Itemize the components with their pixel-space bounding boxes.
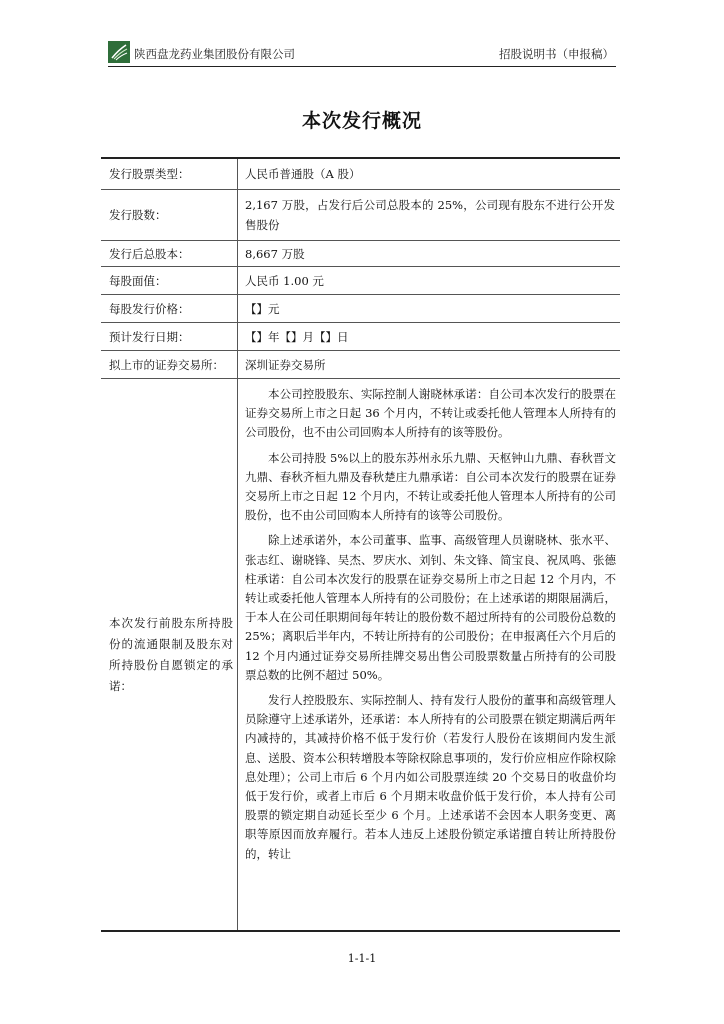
row-label: 预计发行日期：	[109, 329, 190, 344]
company-logo-icon	[108, 41, 130, 63]
offering-summary-table	[101, 157, 620, 932]
row-value: 人民币普通股（A 股）	[245, 167, 361, 181]
commitment-paragraph: 本公司控股股东、实际控制人谢晓林承诺：自公司本次发行的股票在证券交易所上市之日起 36 个月内，不转让或委托他人管理本人所持有的公司股份，也不由公司回购本人所持有的该等股份。	[245, 387, 616, 440]
row-value: 2,167 万股，占发行后公司总股本的 25%，公司现有股东不进行公开发售股份	[245, 198, 615, 232]
page-number: 1-1-1	[347, 952, 377, 965]
row-label: 发行后总股本：	[109, 246, 190, 261]
lockup-row	[101, 379, 620, 931]
row-value: 深圳证券交易所	[245, 357, 326, 372]
row-value: 【】元	[245, 301, 280, 316]
table-row	[101, 241, 620, 267]
table-row	[101, 267, 620, 295]
lockup-commitments	[245, 385, 616, 870]
table-row	[101, 351, 620, 379]
page-header	[108, 38, 616, 67]
lockup-label: 本次发行前股东所持股份的流通限制及股东对所持股份自愿锁定的承诺：	[109, 616, 233, 693]
commitment-paragraph: 本公司持股 5%以上的股东苏州永乐九鼎、天枢钟山九鼎、春秋晋文九鼎、春秋齐桓九鼎及春秋楚庄九鼎承诺：自公司本次发行的股票在证券交易所上市之日起 12 个月内，不转让或委托他人管理本人所持有的公司股份，也不由公司回购本人所持有的该等公司股份。	[245, 450, 616, 523]
page-title: 本次发行概况	[301, 110, 422, 132]
commitment-paragraph: 除上述承诺外，本公司董事、监事、高级管理人员谢晓林、张水平、张志红、谢晓锋、吴杰、罗庆水、刘钊、朱文锋、简宝良、祝凤鸣、张德柱承诺：自公司本次发行的股票在证券交易所上市之日起 12 个月内，不转让或委托他人管理本人所持有的公司股份；在上述承诺的期限届满后，于本人在公司任职期间每年转让的股份数不超过所持有的公司股份总数的 25%；离职后半年内，不转让所持有的公司股份；在申报离任六个月后的 12 个月内通过证券交易所挂牌交易出售公司股票数量占所持有的公司股票总数的比例不超过 50%。	[245, 533, 616, 682]
table-row	[101, 323, 620, 351]
table-row	[101, 295, 620, 323]
row-label: 发行股票类型：	[109, 167, 190, 181]
row-value: 8,667 万股	[245, 246, 305, 261]
table-row	[101, 190, 620, 241]
document-type: 招股说明书（申报稿）	[499, 47, 614, 61]
row-label: 每股发行价格：	[109, 301, 190, 316]
row-label: 每股面值：	[109, 273, 167, 288]
table-row	[101, 159, 620, 190]
commitment-paragraph: 发行人控股股东、实际控制人、持有发行人股份的董事和高级管理人员除遵守上述承诺外，还承诺：本人所持有的公司股票在锁定期满后两年内减持的，其减持价格不低于发行价（若发行人股份在该期间内发生派息、送股、资本公积转增股本等除权除息事项的，发行价应相应作除权除息处理）；公司上市后 6 个月内如公司股票连续 20 个交易日的收盘价均低于发行价，或者上市后 6 个月期末收盘价低于发行价，本人持有公司股票的锁定期自动延长至少 6 个月。上述承诺不会因本人职务变更、离职等原因而放弃履行。若本人违反上述股份锁定承诺擅自转让所持股份的，转让	[245, 693, 616, 861]
row-value: 【】年【】月【】日	[245, 329, 349, 344]
row-label: 发行股数：	[109, 208, 167, 222]
company-name: 陕西盘龙药业集团股份有限公司	[134, 47, 295, 61]
row-label: 拟上市的证券交易所：	[109, 357, 224, 372]
row-value: 人民币 1.00 元	[245, 273, 324, 288]
